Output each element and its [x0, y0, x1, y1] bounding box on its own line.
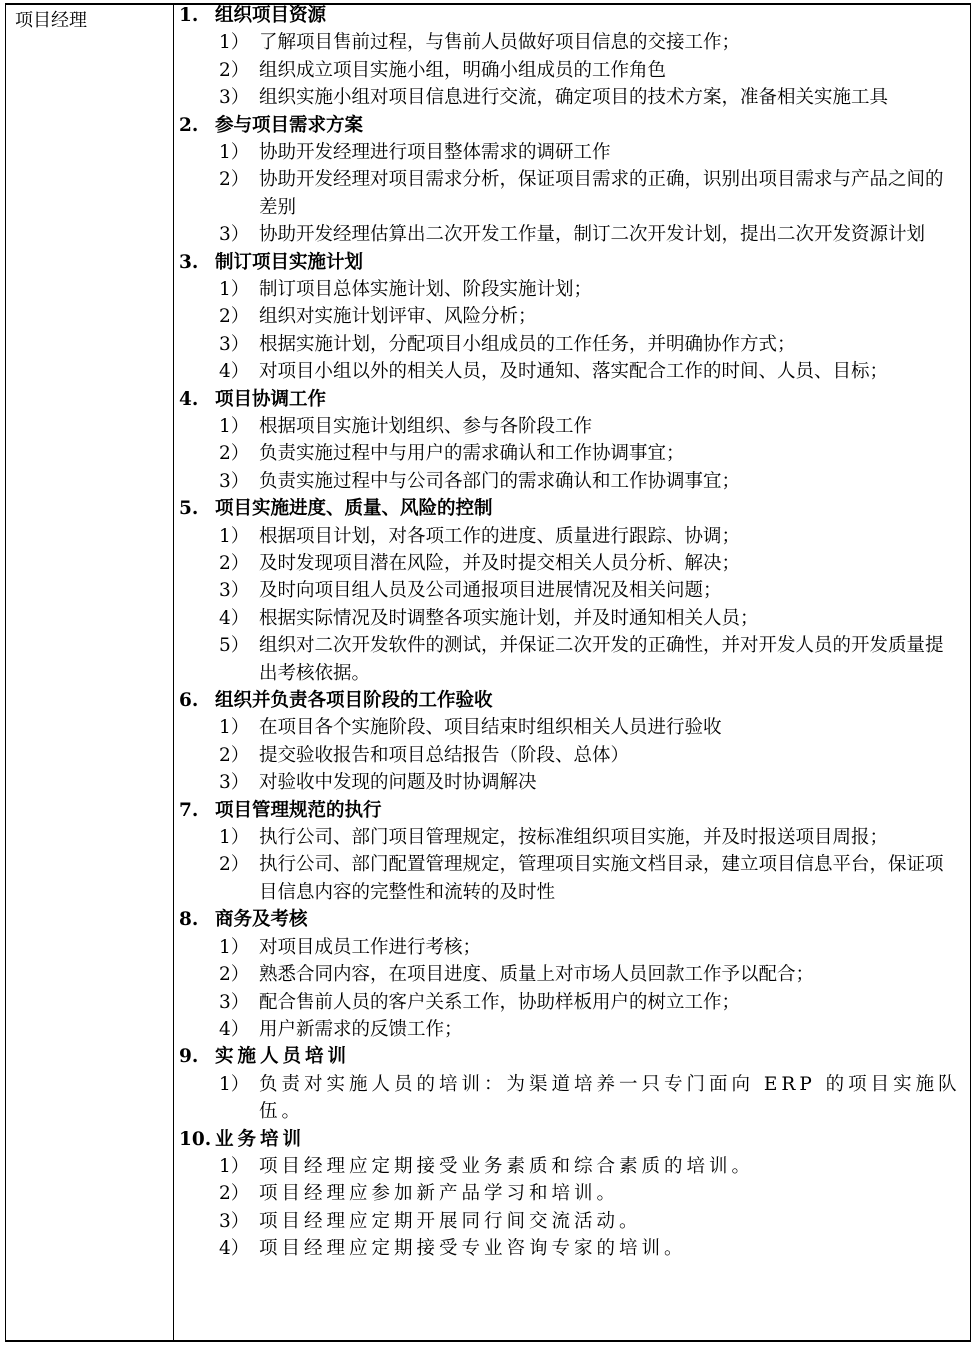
list-item-text: 根据项目实施计划组织、参与各阶段工作	[259, 416, 593, 438]
role-cell: 项目经理	[15, 10, 87, 31]
section-title	[175, 386, 961, 413]
list-item	[175, 577, 961, 604]
section-heading: 制订项目实施计划	[215, 251, 364, 273]
section-heading: 业务培训	[215, 1128, 306, 1150]
list-item	[175, 57, 961, 84]
section-number: 1.	[179, 5, 199, 26]
list-item	[175, 84, 961, 111]
list-item	[175, 1153, 961, 1180]
section-heading: 组织项目资源	[215, 5, 327, 26]
list-item-index: 5）	[219, 635, 250, 657]
list-item-text: 组织对实施计划评审、风险分析；	[259, 306, 537, 328]
list-item	[175, 221, 961, 248]
list-item-text: 负责对实施人员的培训：为渠道培养一只专门面向 ERP 的项目实施队伍。	[259, 1073, 961, 1123]
list-item	[175, 331, 961, 358]
section-number: 9.	[179, 1046, 199, 1068]
section-title	[175, 112, 961, 139]
list-item	[175, 1235, 961, 1262]
list-item-index: 3）	[219, 224, 250, 246]
section	[175, 2, 961, 112]
list-item-text: 项目经理应定期开展同行间交流活动。	[259, 1210, 642, 1232]
list-item-index: 1）	[219, 32, 250, 54]
list-item-index: 2）	[219, 1183, 250, 1205]
list-item-text: 在项目各个实施阶段、项目结束时组织相关人员进行验收	[259, 717, 722, 739]
section	[175, 797, 961, 907]
section	[175, 687, 961, 797]
list-item	[175, 769, 961, 796]
list-item	[175, 742, 961, 769]
list-item	[175, 851, 961, 906]
list-item	[175, 632, 961, 687]
list-item	[175, 440, 961, 467]
column-divider	[173, 5, 174, 1340]
list-item	[175, 358, 961, 385]
list-item	[175, 824, 961, 851]
list-item-text: 负责实施过程中与用户的需求确认和工作协调事宜；	[259, 443, 685, 465]
list-item-index: 1）	[219, 279, 250, 301]
section-title	[175, 249, 961, 276]
list-item-index: 2）	[219, 443, 250, 465]
list-item	[175, 468, 961, 495]
list-item-index: 1）	[219, 936, 250, 958]
section	[175, 495, 961, 687]
section-heading: 项目实施进度、质量、风险的控制	[215, 498, 493, 520]
section-title	[175, 1126, 961, 1153]
list-item-text: 根据项目计划，对各项工作的进度、质量进行跟踪、协调；	[259, 525, 741, 547]
list-item-text: 及时发现项目潜在风险，并及时提交相关人员分析、解决；	[259, 553, 741, 575]
list-item	[175, 961, 961, 988]
list-item	[175, 1071, 961, 1126]
list-item-index: 1）	[219, 142, 250, 163]
list-item	[175, 139, 961, 166]
list-item-text: 根据实际情况及时调整各项实施计划，并及时通知相关人员；	[259, 607, 759, 629]
section-number: 4.	[179, 388, 199, 410]
list-item-text: 对验收中发现的问题及时协调解决	[259, 772, 537, 794]
section	[175, 249, 961, 386]
list-item-index: 3）	[219, 333, 250, 355]
list-item	[175, 523, 961, 550]
section-number: 10.	[179, 1128, 212, 1150]
section	[175, 1043, 961, 1125]
list-item-text: 项目经理应定期接受业务素质和综合素质的培训。	[259, 1155, 755, 1177]
list-item-index: 3）	[219, 1210, 250, 1232]
responsibilities-cell	[175, 2, 961, 1263]
list-item-text: 用户新需求的反馈工作；	[259, 1018, 463, 1040]
list-item-text: 对项目小组以外的相关人员，及时通知、落实配合工作的时间、人员、目标；	[259, 361, 889, 383]
list-item	[175, 413, 961, 440]
list-item-text: 及时向项目组人员及公司通报项目进展情况及相关问题；	[259, 580, 722, 602]
section-number: 3.	[179, 251, 199, 273]
list-item-index: 4）	[219, 1238, 250, 1260]
list-item-text: 组织实施小组对项目信息进行交流，确定项目的技术方案，准备相关实施工具	[259, 87, 889, 109]
list-item-index: 1）	[219, 1073, 250, 1095]
list-item-text: 根据实施计划，分配项目小组成员的工作任务，并明确协作方式；	[259, 333, 796, 355]
list-item-index: 2）	[219, 59, 250, 81]
list-item	[175, 714, 961, 741]
section-heading: 商务及考核	[215, 909, 308, 931]
list-item-index: 3）	[219, 580, 250, 602]
list-item-text: 组织对二次开发软件的测试，并保证二次开发的正确性，并对开发人员的开发质量提出考核依据。	[259, 635, 944, 684]
list-item	[175, 1208, 961, 1235]
list-item	[175, 1180, 961, 1207]
section-title	[175, 687, 961, 714]
list-item	[175, 605, 961, 632]
list-item-index: 2）	[219, 553, 250, 575]
section-heading: 项目管理规范的执行	[215, 799, 382, 821]
section-number: 6.	[179, 690, 199, 712]
list-item-text: 负责实施过程中与公司各部门的需求确认和工作协调事宜；	[259, 470, 741, 492]
section-number: 5.	[179, 498, 199, 520]
section	[175, 386, 961, 496]
section-number: 7.	[179, 799, 199, 821]
list-item-index: 2）	[219, 744, 250, 766]
section	[175, 1126, 961, 1263]
list-item	[175, 29, 961, 56]
section-heading: 项目协调工作	[215, 388, 327, 410]
list-item-index: 4）	[219, 1018, 250, 1040]
list-item-text: 配合售前人员的客户关系工作，协助样板用户的树立工作；	[259, 991, 741, 1013]
list-item-index: 3）	[219, 991, 250, 1013]
list-item-text: 了解项目售前过程，与售前人员做好项目信息的交接工作；	[259, 32, 741, 54]
list-item-index: 2）	[219, 964, 250, 986]
list-item-text: 项目经理应定期接受专业咨询专家的培训。	[259, 1238, 687, 1260]
list-item-text: 协助开发经理进行项目整体需求的调研工作	[259, 142, 611, 163]
list-item	[175, 276, 961, 303]
section	[175, 906, 961, 1043]
list-item	[175, 166, 961, 221]
list-item-text: 组织成立项目实施小组，明确小组成员的工作角色	[259, 59, 667, 81]
list-item	[175, 550, 961, 577]
list-item	[175, 1016, 961, 1043]
section-title	[175, 2, 961, 29]
list-item-index: 3）	[219, 470, 250, 492]
section-title	[175, 906, 961, 933]
section-number: 2.	[179, 114, 199, 136]
list-item-index: 1）	[219, 717, 250, 739]
section-heading: 组织并负责各项目阶段的工作验收	[215, 690, 493, 712]
list-item	[175, 989, 961, 1016]
section-number: 8.	[179, 909, 199, 931]
list-item-index: 1）	[219, 525, 250, 547]
list-item-index: 3）	[219, 772, 250, 794]
list-item-text: 协助开发经理对项目需求分析，保证项目需求的正确，识别出项目需求与产品之间的差别	[259, 169, 944, 218]
section-title	[175, 495, 961, 522]
list-item-index: 2）	[219, 854, 250, 876]
list-item-text: 提交验收报告和项目总结报告（阶段、总体）	[259, 744, 630, 766]
list-item-index: 4）	[219, 607, 250, 629]
section-heading: 参与项目需求方案	[215, 114, 364, 136]
list-item	[175, 303, 961, 330]
list-item-text: 项目经理应参加新产品学习和培训。	[259, 1183, 620, 1205]
list-item-text: 执行公司、部门项目管理规定，按标准组织项目实施，并及时报送项目周报；	[259, 827, 889, 849]
list-item-index: 1）	[219, 827, 250, 849]
section-title	[175, 797, 961, 824]
list-item-text: 执行公司、部门配置管理规定，管理项目实施文档目录，建立项目信息平台，保证项目信息内容的完整性和流转的及时性	[259, 854, 944, 903]
list-item-index: 2）	[219, 169, 250, 191]
list-item-index: 1）	[219, 1155, 250, 1177]
list-item-index: 1）	[219, 416, 250, 438]
section-title	[175, 1043, 961, 1070]
list-item-text: 协助开发经理估算出二次开发工作量，制订二次开发计划，提出二次开发资源计划	[259, 224, 926, 246]
list-item	[175, 934, 961, 961]
list-item-text: 对项目成员工作进行考核；	[259, 936, 482, 958]
section	[175, 112, 961, 249]
list-item-text: 熟悉合同内容，在项目进度、质量上对市场人员回款工作予以配合；	[259, 964, 815, 986]
list-item-index: 3）	[219, 87, 250, 109]
list-item-text: 制订项目总体实施计划、阶段实施计划；	[259, 279, 593, 301]
list-item-index: 2）	[219, 306, 250, 328]
section-heading: 实施人员培训	[215, 1046, 351, 1068]
list-item-index: 4）	[219, 361, 250, 383]
